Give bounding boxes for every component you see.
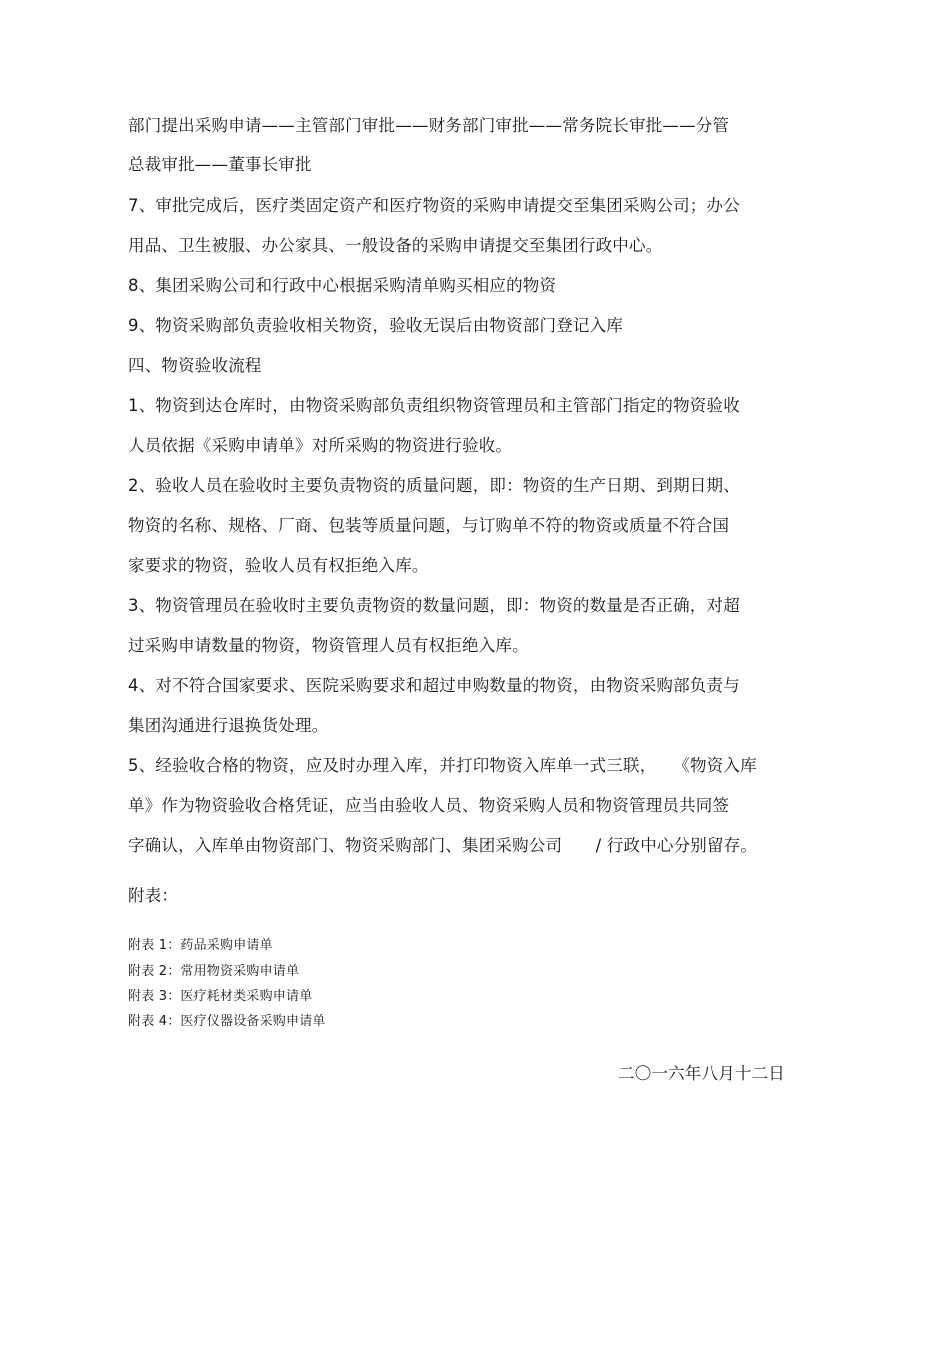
text-line: 物资的名称、规格、厂商、包装等质量问题，与订购单不符的物资或质量不符合国 bbox=[128, 516, 730, 535]
text-line: 5、经验收合格的物资，应及时办理入库，并打印物资入库单一式三联， 《物资入库 bbox=[128, 756, 757, 775]
text-line: 2、验收人员在验收时主要负责物资的质量问题，即：物资的生产日期、到期日期、 bbox=[128, 476, 740, 495]
attachment-item: 附表 1：药品采购申请单 bbox=[128, 938, 273, 953]
appendix-heading: 附表： bbox=[128, 886, 179, 905]
text-line: 字确认，入库单由物资部门、物资采购部门、集团采购公司 / 行政中心分别留存。 bbox=[128, 836, 758, 855]
attachment-item: 附表 3：医疗耗材类采购申请单 bbox=[128, 989, 313, 1004]
text-line: 用品、卫生被服、办公家具、一般设备的采购申请提交至集团行政中心。 bbox=[128, 236, 663, 255]
text-line: 3、物资管理员在验收时主要负责物资的数量问题，即：物资的数量是否正确，对超 bbox=[128, 596, 740, 615]
text-line: 家要求的物资，验收人员有权拒绝入库。 bbox=[128, 556, 429, 575]
text-line: 7、审批完成后，医疗类固定资产和医疗物资的采购申请提交至集团采购公司；办公 bbox=[128, 196, 740, 215]
document-date: 二〇一六年八月十二日 bbox=[618, 1064, 785, 1083]
text-line: 8、集团采购公司和行政中心根据采购清单购买相应的物资 bbox=[128, 276, 557, 295]
text-line: 人员依据《采购申请单》对所采购的物资进行验收。 bbox=[128, 436, 513, 455]
text-line: 总裁审批——董事长审批 bbox=[128, 155, 312, 174]
text-line: 1、物资到达仓库时，由物资采购部负责组织物资管理员和主管部门指定的物资验收 bbox=[128, 396, 740, 415]
text-line: 单》作为物资验收合格凭证，应当由验收人员、物资采购人员和物资管理员共同签 bbox=[128, 796, 730, 815]
text-line: 过采购申请数量的物资，物资管理人员有权拒绝入库。 bbox=[128, 636, 529, 655]
text-line: 9、物资采购部负责验收相关物资，验收无误后由物资部门登记入库 bbox=[128, 316, 623, 335]
text-line: 部门提出采购申请——主管部门审批——财务部门审批——常务院长审批——分管 bbox=[128, 116, 730, 135]
attachment-item: 附表 2：常用物资采购申请单 bbox=[128, 964, 300, 979]
text-line: 4、对不符合国家要求、医院采购要求和超过申购数量的物资，由物资采购部负责与 bbox=[128, 676, 740, 695]
attachment-item: 附表 4：医疗仪器设备采购申请单 bbox=[128, 1014, 326, 1029]
section-heading: 四、物资验收流程 bbox=[128, 356, 262, 375]
text-line: 集团沟通进行退换货处理。 bbox=[128, 716, 329, 735]
